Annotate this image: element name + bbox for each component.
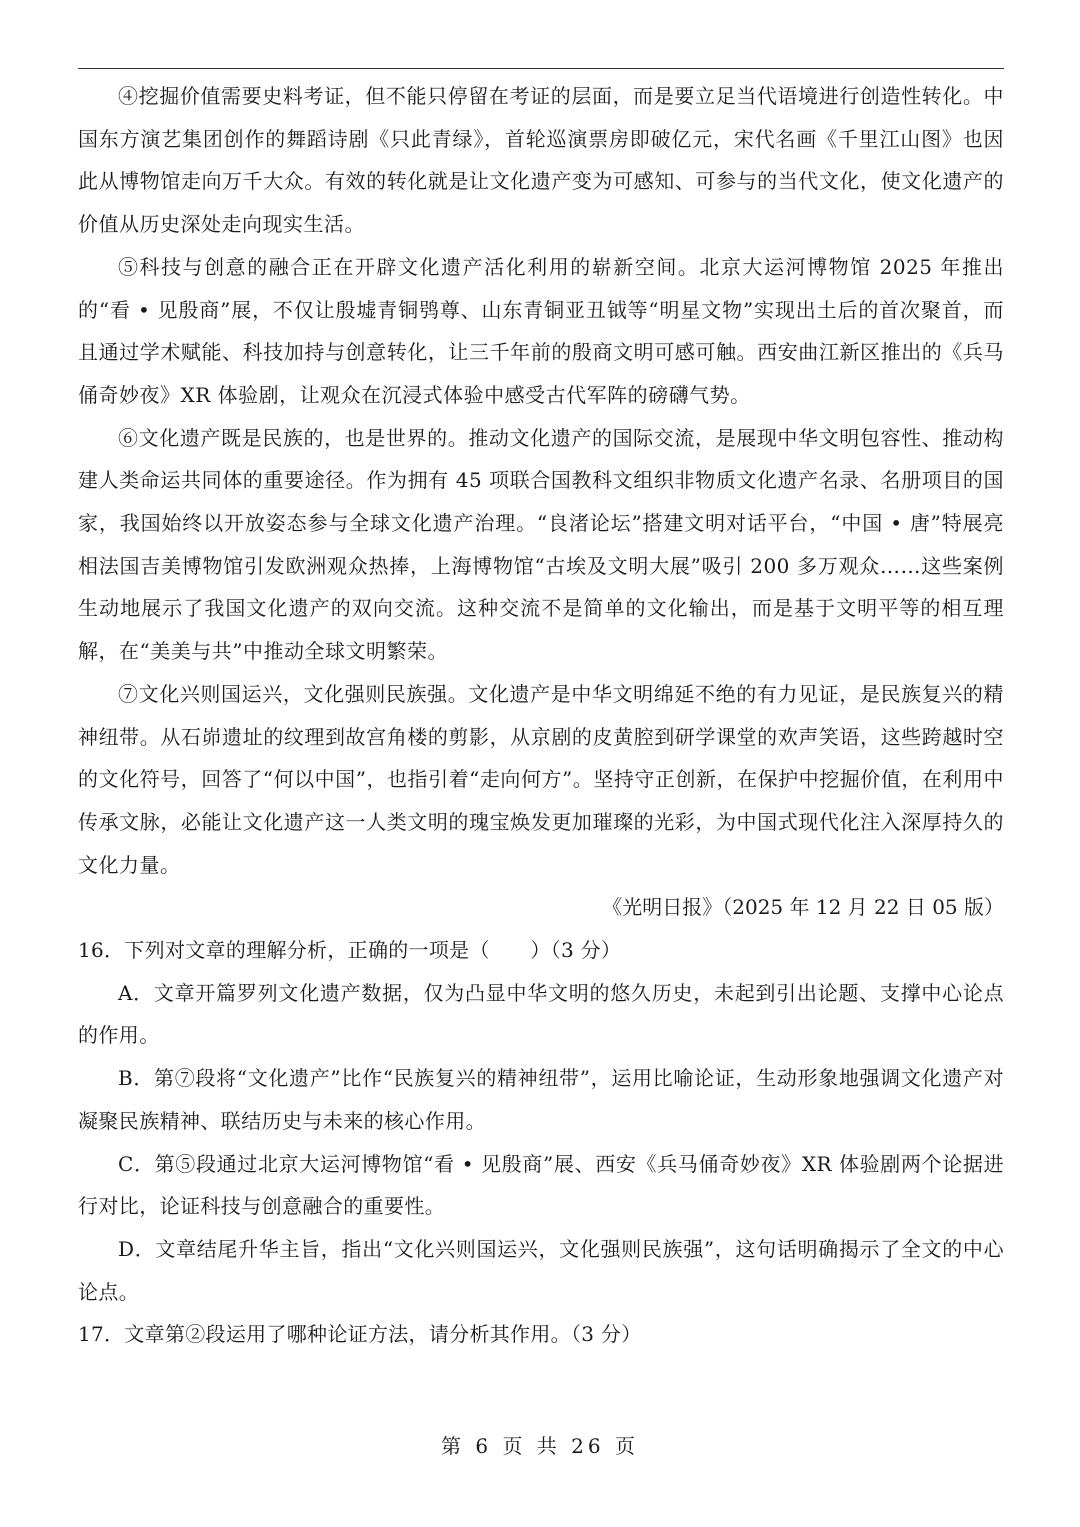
- paragraph-4: ④挖掘价值需要史料考证，但不能只停留在考证的层面，而是要立足当代语境进行创造性转化。中国东方演艺集团创作的舞蹈诗剧《只此青绿》，首轮巡演票房即破亿元，宋代名画《千里江山图》也因此从博物馆走向万千大众。有效的转化就是让文化遗产变为可感知、可参与的当代文化，使文化遗产的价值从历史深处走向现实生活。: [78, 84, 1004, 237]
- question-17-stem: 17．文章第②段运用了哪种论证方法，请分析其作用。（3 分）: [78, 1322, 642, 1347]
- paragraph-7: ⑦文化兴则国运兴，文化强则民族强。文化遗产是中华文明绵延不绝的有力见证，是民族复兴的精神纽带。从石峁遗址的纹理到故宫角楼的剪影，从京剧的皮黄腔到研学课堂的欢声笑语，这些跨越时空的文化符号，回答了“何以中国”，也指引着“走向何方”。坚持守正创新，在保护中挖掘价值，在利用中传承文脉，必能让文化遗产这一人类文明的瑰宝焕发更加璀璨的光彩，为中国式现代化注入深厚持久的文化力量。: [78, 681, 1004, 877]
- question-16-option-c: C．第⑤段通过北京大运河博物馆“看 • 见殷商”展、西安《兵马俑奇妙夜》XR 体验剧两个论据进行对比，论证科技与创意融合的重要性。: [78, 1151, 1004, 1219]
- paragraph-5: ⑤科技与创意的融合正在开辟文化遗产活化利用的崭新空间。北京大运河博物馆 2025 年推出的“看 • 见殷商”展，不仅让殷墟青铜鸮尊、山东青铜亚丑钺等“明星文物”实现出土后的首次聚首，而且通过学术赋能、科技加持与创意转化，让三千年前的殷商文明可感可触。西安曲江新区推出的《兵马俑奇妙夜》XR 体验剧，让观众在沉浸式体验中感受古代军阵的磅礴气势。: [78, 254, 1004, 407]
- top-rule: [78, 68, 1004, 69]
- question-16-option-b: B．第⑦段将“文化遗产”比作“民族复兴的精神纽带”，运用比喻论证，生动形象地强调文化遗产对凝聚民族精神、联结历史与未来的核心作用。: [78, 1066, 1004, 1133]
- question-16-option-a: A．文章开篇罗列文化遗产数据，仅为凸显中华文明的悠久历史，未起到引出论题、支撑中心论点的作用。: [78, 980, 1004, 1048]
- paragraph-6: ⑥文化遗产既是民族的，也是世界的。推动文化遗产的国际交流，是展现中华文明包容性、推动构建人类命运共同体的重要途径。作为拥有 45 项联合国教科文组织非物质文化遗产名录、名册项目的国家，我国始终以开放姿态参与全球文化遗产治理。“良渚论坛”搭建文明对话平台，“中国 • 唐”特展亮相法国吉美博物馆引发欧洲观众热捧，上海博物馆“古埃及文明大展”吸引 200 多万观众……这些案例生动地展示了我国文化遗产的双向交流。这种交流不是简单的文化输出，而是基于文明平等的相互理解，在“美美与共”中推动全球文明繁荣。: [78, 425, 1004, 664]
- page-footer: 第 6 页 共 26 页: [441, 1434, 639, 1458]
- question-16-option-d: D．文章结尾升华主旨，指出“文化兴则国运兴，文化强则民族强”，这句话明确揭示了全文的中心论点。: [78, 1236, 1004, 1304]
- question-16-stem: 16．下列对文章的理解分析，正确的一项是（ ）（3 分）: [78, 938, 622, 963]
- article-source: 《光明日报》（2025 年 12 月 22 日 05 版）: [602, 895, 1004, 920]
- page-content: [78, 75, 1004, 1356]
